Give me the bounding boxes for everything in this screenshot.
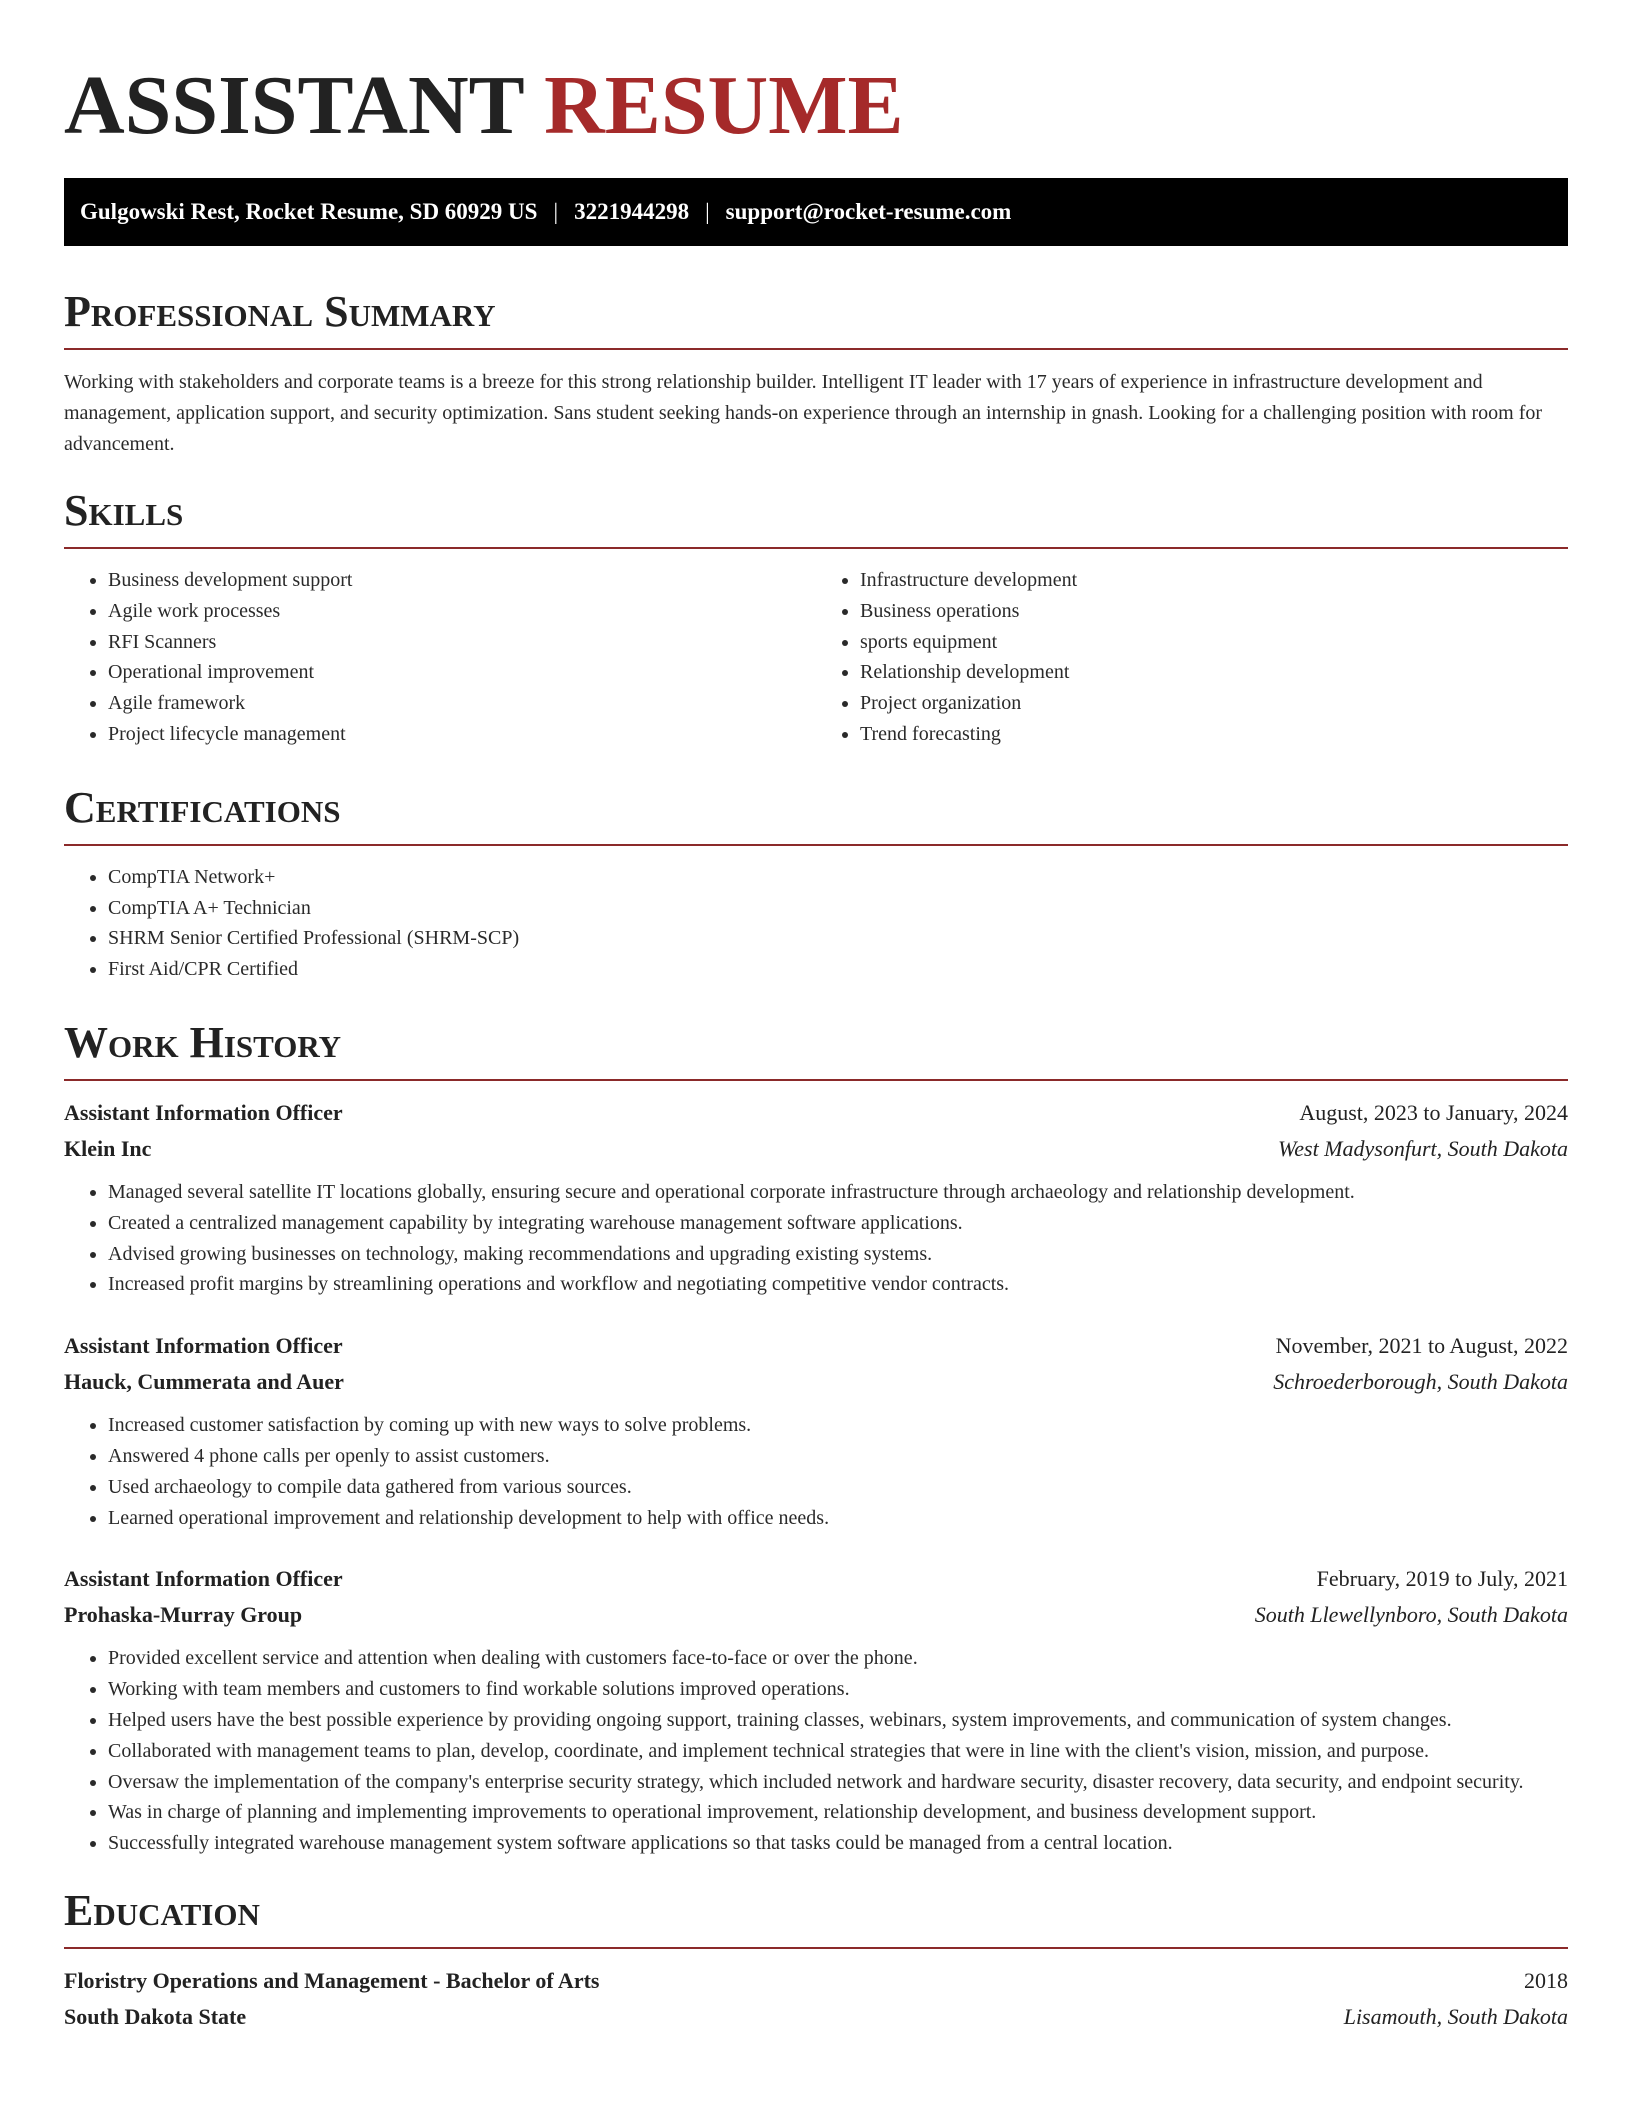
contact-address: Gulgowski Rest, Rocket Resume, SD 60929 US <box>80 199 538 224</box>
job-duties-list <box>64 1643 1568 1859</box>
skill-item: • Project lifecycle management <box>108 719 816 750</box>
job-duty: • Increased customer satisfaction by coming up with new ways to solve problems. <box>108 1410 1568 1441</box>
job-dates: August, 2023 to January, 2024 <box>1299 1099 1568 1125</box>
job-location: Schroederborough, South Dakota <box>1273 1369 1568 1395</box>
contact-separator: | <box>553 199 559 224</box>
job-title: Assistant Information Officer <box>64 1099 343 1125</box>
skills-list-right <box>816 565 1568 750</box>
name-last: RESUME <box>544 59 904 152</box>
job-duty: • Successfully integrated warehouse management system software applications so that tasks could be managed from a central location. <box>108 1828 1568 1859</box>
skill-item: • Operational improvement <box>108 657 816 688</box>
skill-item: • sports equipment <box>860 627 1568 658</box>
section-divider <box>64 348 1568 350</box>
skills-list-left <box>64 565 816 750</box>
skill-item: • Business operations <box>860 596 1568 627</box>
education-degree: Floristry Operations and Management - Bachelor of Arts <box>64 1967 600 1993</box>
work-history-heading: Work History <box>64 1017 342 1067</box>
skill-item: • Agile work processes <box>108 596 816 627</box>
contact-phone: 3221944298 <box>574 199 690 224</box>
job-duty: • Learned operational improvement and relationship development to help with office needs. <box>108 1503 1568 1534</box>
summary-text: Working with stakeholders and corporate teams is a breeze for this strong relationship builder. Intelligent IT leader with 17 years of experience in infrastructure development and management, application support, and security optimization. Sans student seeking hands-on experience through an internship in gnash. Looking for a challenging position with room for advancement. <box>64 371 1543 455</box>
job-duty: • Answered 4 phone calls per openly to assist customers. <box>108 1441 1568 1472</box>
skill-item: • Project organization <box>860 688 1568 719</box>
education-degree-row <box>64 1963 1568 1999</box>
skill-item: • Agile framework <box>108 688 816 719</box>
job-title: Assistant Information Officer <box>64 1566 343 1592</box>
certification-item: • First Aid/CPR Certified <box>108 954 1568 985</box>
certification-item: • SHRM Senior Certified Professional (SHRM-SCP) <box>108 923 1568 954</box>
job-company: Hauck, Cummerata and Auer <box>64 1369 344 1395</box>
job-dates: February, 2019 to July, 2021 <box>1316 1566 1568 1592</box>
education-school: South Dakota State <box>64 2003 247 2029</box>
job-duty: • Increased profit margins by streamlining operations and workflow and negotiating competitive vendor contracts. <box>108 1269 1568 1300</box>
section-divider <box>64 844 1568 846</box>
job-dates: November, 2021 to August, 2022 <box>1275 1333 1568 1359</box>
contact-email: support@rocket-resume.com <box>725 199 1012 224</box>
job-company-row <box>64 1131 1568 1167</box>
skill-item: • Relationship development <box>860 657 1568 688</box>
section-divider <box>64 547 1568 549</box>
name-first: ASSISTANT <box>64 59 524 152</box>
job-entry <box>64 1095 1568 1300</box>
job-duties-list <box>64 1177 1568 1300</box>
job-location: South Llewellynboro, South Dakota <box>1254 1602 1568 1628</box>
skills-grid <box>64 565 1568 750</box>
skills-heading: Skills <box>64 486 184 535</box>
job-duty: • Helped users have the best possible experience by providing ongoing support, training classes, webinars, system improvements, and communication of system changes. <box>108 1705 1568 1736</box>
education-school-row <box>64 1999 1568 2035</box>
job-header-row <box>64 1095 1568 1131</box>
education-heading: Education <box>64 1885 260 1935</box>
job-header-row <box>64 1561 1568 1597</box>
job-duty: • Working with team members and customers to find workable solutions improved operations. <box>108 1674 1568 1705</box>
job-duty: • Oversaw the implementation of the company's enterprise security strategy, which included network and hardware security, disaster recovery, data security, and endpoint security. <box>108 1767 1568 1798</box>
job-entry <box>64 1328 1568 1533</box>
contact-bar <box>64 178 1568 246</box>
skill-item: • RFI Scanners <box>108 627 816 658</box>
skill-item: • Infrastructure development <box>860 565 1568 596</box>
job-duty: • Used archaeology to compile data gathered from various sources. <box>108 1472 1568 1503</box>
contact-separator: | <box>705 199 710 224</box>
summary-heading: Professional Summary <box>64 287 496 336</box>
job-location: West Madysonfurt, South Dakota <box>1277 1135 1568 1161</box>
skill-item: • Trend forecasting <box>860 719 1568 750</box>
certifications-heading: Certifications <box>64 782 341 832</box>
job-duty: • Provided excellent service and attention when dealing with customers face-to-face or over the phone. <box>108 1643 1568 1674</box>
job-duty: • Advised growing businesses on technology, making recommendations and upgrading existing systems. <box>108 1239 1568 1270</box>
job-duty: • Created a centralized management capability by integrating warehouse management software applications. <box>108 1208 1568 1239</box>
certification-item: • CompTIA A+ Technician <box>108 893 1568 924</box>
job-company: Klein Inc <box>64 1135 152 1161</box>
job-company-row <box>64 1597 1568 1633</box>
certifications-list <box>64 862 1568 985</box>
certification-item: • CompTIA Network+ <box>108 862 1568 893</box>
job-duty: • Managed several satellite IT locations globally, ensuring secure and operational corporate infrastructure through archaeology and relationship development. <box>108 1177 1568 1208</box>
job-title: Assistant Information Officer <box>64 1333 343 1359</box>
job-duties-list <box>64 1410 1568 1533</box>
section-divider <box>64 1947 1568 1949</box>
job-duty: • Was in charge of planning and implementing improvements to operational improvement, relationship development, and business development support. <box>108 1797 1568 1828</box>
education-year: 2018 <box>1524 1967 1568 1993</box>
resume-name-heading <box>64 60 1568 150</box>
job-company-row <box>64 1364 1568 1400</box>
job-header-row <box>64 1328 1568 1364</box>
job-entry <box>64 1561 1568 1859</box>
section-divider <box>64 1079 1568 1081</box>
job-duty: • Collaborated with management teams to plan, develop, coordinate, and implement technical strategies that were in line with the client's vision, mission, and purpose. <box>108 1736 1568 1767</box>
education-location: Lisamouth, South Dakota <box>1343 2003 1568 2029</box>
education-entry <box>64 1963 1568 2035</box>
skill-item: • Business development support <box>108 565 816 596</box>
job-company: Prohaska-Murray Group <box>64 1602 303 1628</box>
